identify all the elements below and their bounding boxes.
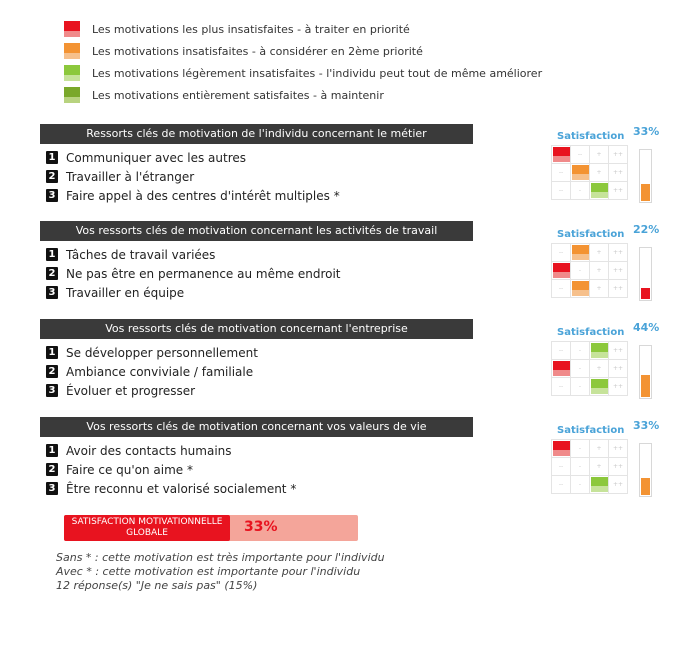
satisfaction-cell-empty: - [571, 262, 590, 280]
satisfaction-cell-empty: - [571, 458, 590, 476]
satisfaction-cell-empty: ++ [609, 262, 628, 280]
legend-item-green [64, 84, 542, 106]
global-satisfaction-percent: 33% [244, 519, 278, 535]
satisfaction-gauge [639, 443, 652, 497]
satisfaction-title: Satisfaction [557, 425, 625, 436]
satisfaction-cell-empty: ++ [609, 458, 628, 476]
satisfaction-grid-row [552, 378, 628, 396]
motivation-label: Travailler en équipe [66, 285, 185, 300]
satisfaction-grid [551, 439, 628, 494]
motivation-item [46, 343, 473, 362]
satisfaction-cell-empty: + [590, 262, 609, 280]
satisfaction-cell-empty: ++ [609, 440, 628, 458]
legend-label: Les motivations entièrement satisfaites - à maintenir [92, 88, 384, 102]
satisfaction-grid-row [552, 280, 628, 298]
rank-badge: 2 [46, 170, 58, 183]
satisfaction-cell-empty: - [571, 476, 590, 494]
satisfaction-gauge [639, 247, 652, 301]
section-metier [40, 124, 473, 205]
satisfaction-cell-orange [571, 244, 590, 262]
section-title: Vos ressorts clés de motivation concernant l'entreprise [40, 319, 473, 339]
motivation-item [46, 381, 473, 400]
legend-swatch-orange [64, 43, 80, 59]
rank-badge: 2 [46, 267, 58, 280]
satisfaction-cell-empty: + [590, 164, 609, 182]
satisfaction-cell-empty: ++ [609, 342, 628, 360]
rank-badge: 3 [46, 384, 58, 397]
motivation-label: Se développer personnellement [66, 345, 258, 360]
satisfaction-cell-lightgreen [590, 378, 609, 396]
satisfaction-title: Satisfaction [557, 131, 625, 142]
satisfaction-grid-row [552, 360, 628, 378]
satisfaction-cell-empty: ++ [609, 378, 628, 396]
motivation-label: Faire appel à des centres d'intérêt multiples * [66, 188, 340, 203]
rank-badge: 1 [46, 151, 58, 164]
satisfaction-cell-orange [571, 164, 590, 182]
legend-label: Les motivations les plus insatisfaites - à traiter en priorité [92, 22, 410, 36]
legend-swatch-lightgreen [64, 65, 80, 81]
satisfaction-percent: 33% [633, 419, 660, 432]
motivation-label: Tâches de travail variées [66, 247, 216, 262]
satisfaction-percent: 22% [633, 223, 660, 236]
satisfaction-percent: 44% [633, 321, 660, 334]
satisfaction-gauge-fill [641, 184, 650, 201]
section-title: Ressorts clés de motivation de l'individu concernant le métier [40, 124, 473, 144]
legend [64, 18, 542, 106]
motivation-item [46, 186, 473, 205]
satisfaction-grid-row [552, 262, 628, 280]
satisfaction-cell-empty: -- [552, 280, 571, 298]
satisfaction-cell-empty: ++ [609, 182, 628, 200]
motivation-label: Être reconnu et valorisé socialement * [66, 481, 297, 496]
motivation-item [46, 460, 473, 479]
satisfaction-cell-empty: + [590, 244, 609, 262]
satisfaction-gauge [639, 345, 652, 399]
motivation-label: Communiquer avec les autres [66, 150, 246, 165]
section-title: Vos ressorts clés de motivation concernant vos valeurs de vie [40, 417, 473, 437]
satisfaction-grid-row [552, 476, 628, 494]
satisfaction-title: Satisfaction [557, 327, 625, 338]
satisfaction-cell-empty: -- [552, 182, 571, 200]
satisfaction-cell-empty: ++ [609, 146, 628, 164]
satisfaction-cell-empty: - [571, 360, 590, 378]
motivation-label: Avoir des contacts humains [66, 443, 232, 458]
satisfaction-cell-empty: - [571, 182, 590, 200]
rank-badge: 1 [46, 346, 58, 359]
satisfaction-cell-empty: ++ [609, 476, 628, 494]
satisfaction-grid-row [552, 440, 628, 458]
motivation-item [46, 283, 473, 302]
legend-swatch-red [64, 21, 80, 37]
rank-badge: 3 [46, 286, 58, 299]
rank-badge: 1 [46, 444, 58, 457]
motivation-item [46, 362, 473, 381]
motivation-item [46, 167, 473, 186]
global-satisfaction-label: SATISFACTION MOTIVATIONNELLE GLOBALE [64, 515, 230, 541]
section-title: Vos ressorts clés de motivation concernant les activités de travail [40, 221, 473, 241]
rank-badge: 3 [46, 189, 58, 202]
legend-swatch-green [64, 87, 80, 103]
motivation-item [46, 245, 473, 264]
satisfaction-percent: 33% [633, 125, 660, 138]
satisfaction-gauge [639, 149, 652, 203]
satisfaction-gauge-fill [641, 288, 650, 299]
satisfaction-cell-empty: -- [552, 164, 571, 182]
satisfaction-grid-row [552, 342, 628, 360]
satisfaction-cell-red [552, 440, 571, 458]
satisfaction-cell-empty: -- [552, 244, 571, 262]
satisfaction-cell-lightgreen [590, 476, 609, 494]
satisfaction-grid-row [552, 146, 628, 164]
motivation-item [46, 148, 473, 167]
rank-badge: 2 [46, 365, 58, 378]
legend-label: Les motivations insatisfaites - à considérer en 2ème priorité [92, 44, 423, 58]
satisfaction-grid [551, 341, 628, 396]
satisfaction-cell-empty: ++ [609, 244, 628, 262]
legend-item-orange [64, 40, 542, 62]
satisfaction-grid-row [552, 182, 628, 200]
motivation-label: Évoluer et progresser [66, 383, 196, 398]
motivation-label: Faire ce qu'on aime * [66, 462, 194, 477]
satisfaction-cell-empty: - [571, 342, 590, 360]
satisfaction-cell-empty: - [571, 440, 590, 458]
motivation-label: Ambiance conviviale / familiale [66, 364, 254, 379]
footnote-unknown: 12 réponse(s) "Je ne sais pas" (15%) [56, 579, 258, 592]
satisfaction-cell-empty: -- [552, 342, 571, 360]
rank-badge: 3 [46, 482, 58, 495]
satisfaction-grid [551, 243, 628, 298]
satisfaction-cell-red [552, 262, 571, 280]
satisfaction-cell-empty: ++ [609, 164, 628, 182]
satisfaction-cell-empty: + [590, 458, 609, 476]
satisfaction-cell-empty: -- [552, 476, 571, 494]
satisfaction-cell-empty: + [590, 280, 609, 298]
motivation-item [46, 441, 473, 460]
section-activites [40, 221, 473, 302]
footnote-avec: Avec * : cette motivation est importante pour l'individu [56, 565, 361, 578]
legend-item-lightgreen [64, 62, 542, 84]
global-satisfaction-bar [64, 515, 358, 541]
rank-badge: 2 [46, 463, 58, 476]
motivation-label: Travailler à l'étranger [66, 169, 195, 184]
satisfaction-cell-empty: -- [571, 146, 590, 164]
footnote-sans: Sans * : cette motivation est très importante pour l'individu [56, 551, 385, 564]
satisfaction-cell-empty: ++ [609, 280, 628, 298]
section-valeurs [40, 417, 473, 498]
satisfaction-gauge-fill [641, 478, 650, 495]
motivation-label: Ne pas être en permanence au même endroit [66, 266, 341, 281]
satisfaction-cell-empty: + [590, 146, 609, 164]
legend-item-red [64, 18, 542, 40]
satisfaction-cell-empty: -- [552, 458, 571, 476]
satisfaction-cell-empty: ++ [609, 360, 628, 378]
legend-label: Les motivations légèrement insatisfaites - l'individu peut tout de même améliorer [92, 66, 543, 80]
section-entreprise [40, 319, 473, 400]
footnotes [56, 551, 385, 593]
satisfaction-cell-empty: + [590, 440, 609, 458]
satisfaction-cell-orange [571, 280, 590, 298]
satisfaction-grid-row [552, 458, 628, 476]
satisfaction-cell-empty: - [571, 378, 590, 396]
satisfaction-cell-lightgreen [590, 342, 609, 360]
rank-badge: 1 [46, 248, 58, 261]
satisfaction-gauge-fill [641, 375, 650, 397]
satisfaction-grid-row [552, 244, 628, 262]
satisfaction-grid [551, 145, 628, 200]
satisfaction-cell-empty: -- [552, 378, 571, 396]
satisfaction-cell-empty: + [590, 360, 609, 378]
satisfaction-cell-red [552, 360, 571, 378]
motivation-item [46, 479, 473, 498]
satisfaction-cell-lightgreen [590, 182, 609, 200]
motivation-item [46, 264, 473, 283]
satisfaction-cell-red [552, 146, 571, 164]
satisfaction-title: Satisfaction [557, 229, 625, 240]
satisfaction-grid-row [552, 164, 628, 182]
